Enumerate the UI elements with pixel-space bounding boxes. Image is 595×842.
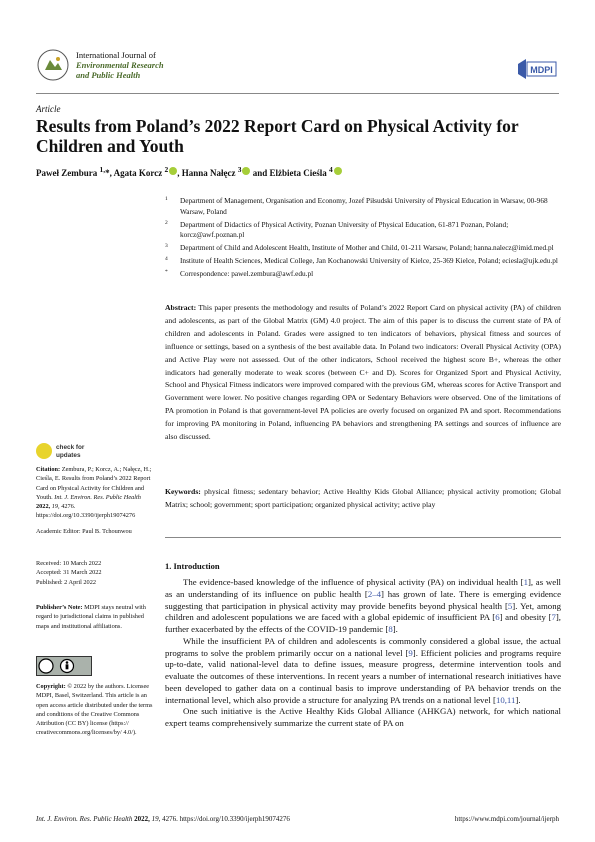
section-number: 1. bbox=[165, 561, 172, 571]
affiliation-number: 2 bbox=[165, 219, 168, 226]
text-run: ]. Efficient policies and programs require up-to-date, valid national-level data to define issues, measure progress, determine intervention tools and evaluate the outcomes of these interventions. In recent years a number of international research initiatives have been developed to gather data on a continual basis to improve understanding of PA behavior trends on the international level, which also provide a structure for analyzing PA trends on a national level [ bbox=[165, 647, 561, 705]
affiliations bbox=[165, 196, 561, 282]
citation-volume: 19, bbox=[51, 503, 60, 511]
received-date: Received: 10 March 2022 bbox=[36, 560, 102, 567]
check-updates-line1: check for bbox=[56, 444, 85, 451]
mdpi-logo-text: MDPI bbox=[530, 65, 553, 75]
keywords bbox=[165, 486, 561, 512]
author-separator: , bbox=[177, 168, 180, 178]
author-list bbox=[36, 164, 561, 179]
paragraph bbox=[165, 706, 561, 730]
reference-link[interactable]: 6 bbox=[495, 612, 500, 623]
author-separator: , bbox=[109, 168, 112, 178]
author-3-affil: 3 bbox=[237, 165, 242, 174]
abstract-label: Abstract: bbox=[165, 303, 197, 312]
text-run: ]. bbox=[515, 694, 521, 705]
citation-doi-link[interactable]: 4276. https://doi.org/10.3390/ijerph19074276 bbox=[36, 503, 136, 520]
check-updates-line2: updates bbox=[56, 451, 81, 459]
text-run: ], as well as an understanding of its influence on public health [ bbox=[165, 577, 561, 599]
affiliation-text: Department of Child and Adolescent Health, Institute of Mother and Child, 01-211 Warsaw, Poland; hanna.nalecz@imid.med.pl bbox=[180, 243, 554, 253]
footer-year: 2022, bbox=[134, 815, 150, 823]
text-run: ]. bbox=[392, 624, 398, 634]
text-run: ], further exacerbated by the effects of the COVID-19 pandemic [ bbox=[165, 612, 561, 634]
reference-link[interactable]: 5 bbox=[507, 600, 513, 611]
cc-by-license-icon[interactable] bbox=[36, 656, 92, 676]
affiliation-number: * bbox=[165, 268, 168, 275]
check-updates-label bbox=[56, 444, 84, 459]
dates-block bbox=[36, 559, 154, 587]
footer-doi-link[interactable]: 4276. https://doi.org/10.3390/ijerph19074276 bbox=[162, 815, 290, 823]
publisher-note-text: MDPI stays neutral with regard to jurisdictional claims in published maps and institutional affiliations. bbox=[36, 604, 146, 630]
affiliation-item bbox=[165, 243, 561, 254]
reference-link[interactable]: 1 bbox=[523, 577, 528, 587]
copyright-text: © 2022 by the authors. Licensee MDPI, Basel, Switzerland. This article is an open access article distributed under the terms and conditions of the Creative Commons Attribution (CC BY) license (https:// creativecommons.org/licenses/by/ 4.0/). bbox=[36, 683, 153, 737]
paragraph bbox=[165, 577, 561, 636]
affiliation-text: Correspondence: pawel.zembura@awf.edu.pl bbox=[180, 268, 314, 278]
header-rule bbox=[36, 93, 559, 94]
reference-link[interactable]: 9 bbox=[408, 647, 413, 658]
orcid-icon[interactable] bbox=[242, 167, 250, 175]
reference-link[interactable]: 7 bbox=[551, 612, 556, 623]
affiliation-number: 3 bbox=[165, 243, 168, 250]
section-title: Introduction bbox=[173, 561, 220, 571]
reference-link[interactable]: 10,11 bbox=[495, 694, 516, 705]
keywords-rule bbox=[165, 537, 561, 538]
academic-editor: Academic Editor: Paul B. Tchounwou bbox=[36, 528, 132, 535]
orcid-icon[interactable] bbox=[334, 167, 342, 175]
journal-logo-icon bbox=[36, 48, 70, 82]
citation-year: 2022, bbox=[36, 503, 51, 511]
keywords-text: physical fitness; sedentary behavior; Active Healthy Kids Global Alliance; physical activity promotion; Global Matrix; school; government; sport participation; organized physical activity; active play bbox=[165, 487, 561, 509]
citation-journal: Int. J. Environ. Res. Public Health bbox=[54, 493, 141, 501]
text-run: ] has grown of late. There is emerging evidence suggesting that participation in physical activity may provide benefits beyond physical health [ bbox=[165, 588, 561, 611]
reference-link[interactable]: 8 bbox=[388, 624, 393, 634]
affiliation-item bbox=[165, 256, 561, 267]
author-3[interactable]: Hanna Nałęcz bbox=[181, 168, 236, 178]
citation-text: Zembura, P.; Korcz, A.; Nałęcz, H.; Cieśla, E. Results from Poland’s 2022 Report Card on Physical Activity for Children and Youth. bbox=[36, 466, 152, 501]
body-text bbox=[165, 577, 561, 730]
publisher-note bbox=[36, 603, 154, 631]
journal-name-line3: and Public Health bbox=[76, 70, 141, 80]
author-conjunction: and bbox=[252, 168, 268, 178]
text-run: ] and obesity [ bbox=[499, 612, 552, 623]
footer-citation bbox=[36, 815, 290, 823]
accepted-date: Accepted: 31 March 2022 bbox=[36, 569, 102, 577]
mdpi-logo-icon bbox=[516, 58, 558, 80]
author-1[interactable]: Paweł Zembura bbox=[36, 168, 98, 178]
text-run: The evidence-based knowledge of the influence of physical activity (PA) on individual health [ bbox=[183, 577, 524, 587]
page-title: Results from Poland’s 2022 Report Card on Physical Activity for Children and Youth bbox=[36, 116, 519, 156]
journal-name bbox=[76, 50, 246, 80]
affiliation-number: 1 bbox=[165, 196, 168, 202]
author-2[interactable]: Agata Korcz bbox=[113, 168, 163, 178]
text-run: While the insufficient PA of children and adolescents is commonly considered a global issue, the actual programs to solve the problem primarily occur on a national level [ bbox=[165, 635, 561, 658]
corresponding-mark: * bbox=[105, 168, 110, 178]
author-1-affil: 1, bbox=[99, 165, 106, 174]
keywords-label: Keywords: bbox=[165, 487, 201, 496]
section-heading bbox=[165, 561, 220, 571]
publisher-note-label: Publisher’s Note: bbox=[36, 604, 83, 611]
footer-journal: Int. J. Environ. Res. Public Health bbox=[36, 815, 133, 823]
affiliation-item bbox=[165, 220, 561, 242]
footer-journal-url[interactable]: https://www.mdpi.com/journal/ijerph bbox=[454, 815, 559, 823]
article-type: Article bbox=[36, 104, 61, 114]
affiliation-text: Department of Management, Organisation and Economy, Jozef Piłsudski University of Physical Education in Warsaw, 00-968 Warsaw, Poland bbox=[180, 196, 548, 216]
citation-label: Citation: bbox=[36, 466, 61, 473]
author-4[interactable]: Elżbieta Cieśla bbox=[269, 168, 327, 178]
abstract bbox=[165, 302, 561, 444]
journal-name-line1: International Journal of bbox=[76, 50, 156, 60]
abstract-text: This paper presents the methodology and results of Poland’s 2022 Report Card on physical activity (PA) of children and adolescents, as part of the Global Matrix (GM) 4.0 project. The aim of this paper is to discuss the current state of PA of children and adolescents in Poland. Grades were assigned to ten indicators of behaviors, physical fitness and sources of influence or settings, based on a synthesis of the best available data. In Poland two indicators: Overall Physical Activity (OPA) and Active Play were not assessed. Out of the other indicators, School received the highest score B+, whereas the other indicators had generally moderate to weak scores (between C+ and D). Scores for Organized Sport and Physical Activity, School and Physical Fitness indicators were improved compared with the previous GM, whereas scores for Active Transport and Government were lower. No positive changes regarding OPA or Sedentary Behaviors were observed. One of the limitations of PA promotion in Poland is that government-level PA policies are overly focused on organized PA and sport. Recommendations for improving PA monitoring in Poland, influencing PA behaviors and strengthening PA settings and sources of influence are also discussed. bbox=[165, 303, 561, 442]
affiliation-number: 4 bbox=[165, 255, 168, 262]
published-date: Published: 2 April 2022 bbox=[36, 578, 96, 586]
affiliation-item bbox=[165, 269, 561, 280]
check-for-updates-button[interactable] bbox=[36, 443, 154, 461]
paragraph bbox=[165, 636, 561, 707]
text-run: One such initiative is the Active Healthy Kids Global Alliance (AHKGA) network, for which national expert teams comprehensively summarize the current state of PA on bbox=[165, 706, 561, 728]
reference-link[interactable]: 2–4 bbox=[367, 588, 382, 599]
text-run: ]. Yet, among children and adolescent populations we are faced with a global epidemic of insufficient PA [ bbox=[165, 600, 561, 623]
affiliation-item bbox=[165, 196, 561, 218]
copyright-label: Copyright: bbox=[36, 683, 66, 690]
affiliation-text: Department of Didactics of Physical Activity, Poznan University of Physical Education, 61-871 Poznan, Poland; korcz@awf.poznan.pl bbox=[180, 219, 509, 240]
citation-block bbox=[36, 465, 154, 521]
check-updates-icon bbox=[36, 443, 52, 459]
author-2-affil: 2 bbox=[164, 165, 169, 174]
author-4-affil: 4 bbox=[328, 165, 333, 174]
journal-name-line2: Environmental Research bbox=[76, 60, 164, 70]
copyright-block bbox=[36, 682, 154, 738]
footer-volume: 19, bbox=[151, 815, 161, 823]
affiliation-text: Institute of Health Sciences, Medical College, Jan Kochanowski University of Kielce, 25-369 Kielce, Poland; eciesla@ujk.edu.pl bbox=[180, 255, 558, 265]
